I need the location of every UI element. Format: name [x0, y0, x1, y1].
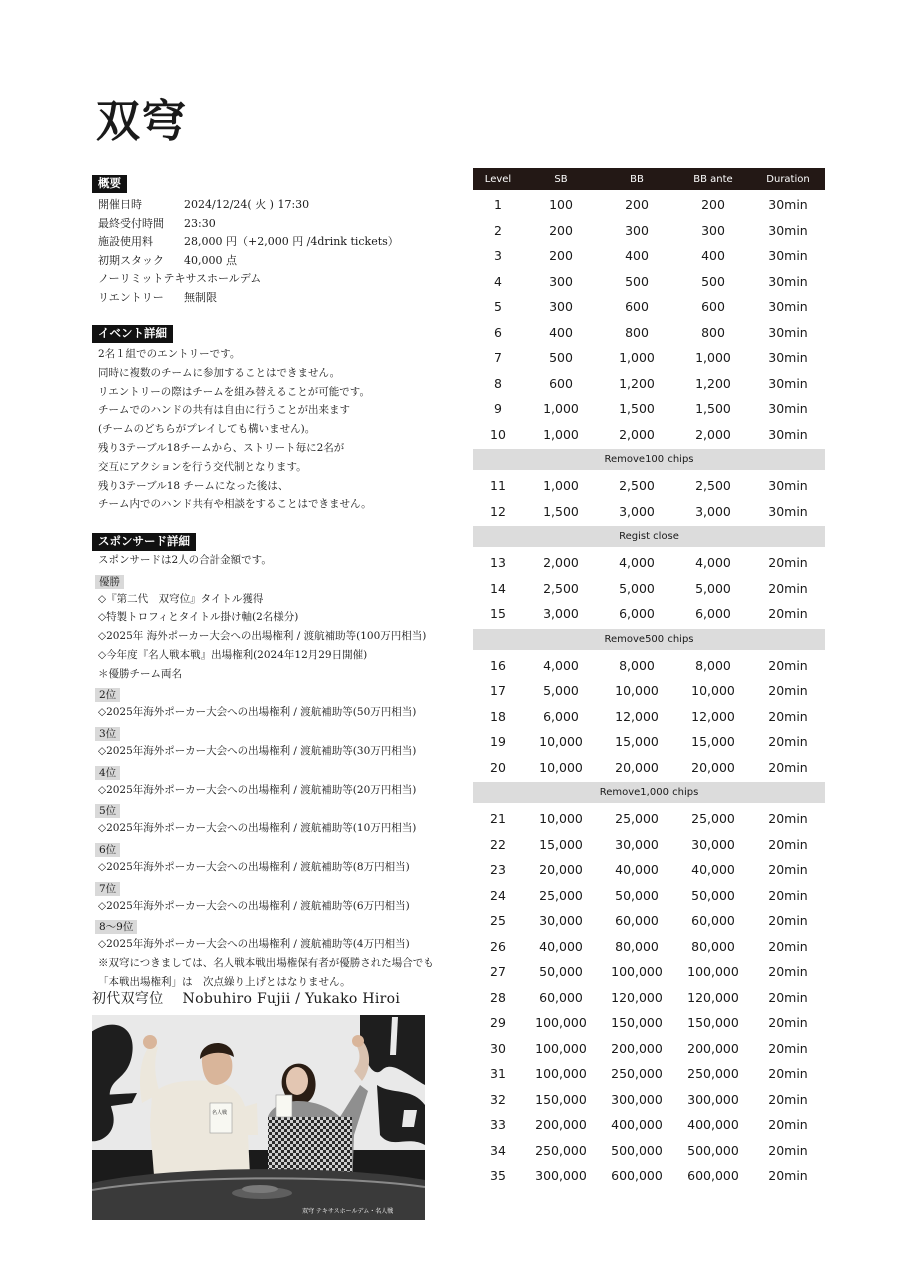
- bb-ante-cell: 15,000: [691, 734, 735, 750]
- duration-cell: 20min: [768, 913, 808, 929]
- bb-cell: 20,000: [615, 759, 659, 775]
- duration-cell: 30min: [768, 248, 808, 264]
- bb-cell: 300,000: [611, 1091, 663, 1107]
- bb-cell: 500: [625, 273, 649, 289]
- sb-cell: 100: [549, 197, 573, 213]
- event-text: [92, 343, 452, 514]
- table-row: [473, 269, 825, 295]
- place-prize: ◇2025年海外ポーカー大会への出場権利 / 渡航補助等(4万円相当): [98, 938, 410, 951]
- place-prize: ◇2025年海外ポーカー大会への出場権利 / 渡航補助等(30万円相当): [98, 744, 417, 757]
- table-row: [473, 396, 825, 422]
- table-row: [473, 704, 825, 730]
- overview-list: [92, 193, 452, 308]
- sb-cell: 1,000: [543, 478, 579, 494]
- col-header-sb: SB: [554, 173, 568, 185]
- table-row: [473, 499, 825, 525]
- place-prize: ◇2025年海外ポーカー大会への出場権利 / 渡航補助等(20万円相当): [98, 783, 417, 796]
- bb-ante-cell: 400,000: [687, 1117, 739, 1133]
- sb-cell: 1,000: [543, 426, 579, 442]
- table-row: [473, 294, 825, 320]
- place-badge: 6位: [95, 843, 120, 857]
- table-row: [473, 755, 825, 781]
- bb-cell: 400,000: [611, 1117, 663, 1133]
- sb-cell: 20,000: [539, 862, 583, 878]
- bb-ante-cell: 120,000: [687, 989, 739, 1005]
- table-header: [473, 168, 825, 190]
- place-badge: 5位: [95, 804, 120, 818]
- place-badge: 2位: [95, 688, 120, 702]
- duration-cell: 30min: [768, 299, 808, 315]
- sb-cell: 6,000: [543, 708, 579, 724]
- bb-cell: 300: [625, 222, 649, 238]
- bb-ante-cell: 5,000: [695, 580, 731, 596]
- sb-cell: 5,000: [543, 683, 579, 699]
- level-cell: 24: [490, 887, 506, 903]
- duration-cell: 20min: [768, 555, 808, 571]
- bb-cell: 10,000: [615, 683, 659, 699]
- level-cell: 5: [494, 299, 502, 315]
- duration-cell: 30min: [768, 401, 808, 417]
- bb-cell: 250,000: [611, 1066, 663, 1082]
- bb-cell: 800: [625, 324, 649, 340]
- bb-cell: 600,000: [611, 1168, 663, 1184]
- level-cell: 34: [490, 1142, 506, 1158]
- photo-corner-text: 双穹 テキサスホールデム・名人戦: [302, 1208, 394, 1215]
- duration-cell: 20min: [768, 1066, 808, 1082]
- level-cell: 14: [490, 580, 506, 596]
- level-cell: 9: [494, 401, 502, 417]
- table-row: [473, 371, 825, 397]
- duration-cell: 20min: [768, 683, 808, 699]
- sb-cell: 10,000: [539, 811, 583, 827]
- overview-value: 23:30: [184, 216, 216, 230]
- bb-ante-cell: 25,000: [691, 811, 735, 827]
- sb-cell: 100,000: [535, 1040, 587, 1056]
- duration-cell: 20min: [768, 964, 808, 980]
- level-cell: 17: [490, 683, 506, 699]
- bb-cell: 120,000: [611, 989, 663, 1005]
- level-cell: 4: [494, 273, 502, 289]
- duration-cell: 20min: [768, 1117, 808, 1133]
- sb-cell: 10,000: [539, 734, 583, 750]
- duration-cell: 30min: [768, 503, 808, 519]
- overview-row: [92, 252, 452, 271]
- duration-cell: 20min: [768, 1091, 808, 1107]
- sb-cell: 300: [549, 299, 573, 315]
- level-cell: 2: [494, 222, 502, 238]
- table-row: [473, 1163, 825, 1189]
- table-row: [473, 1087, 825, 1113]
- duration-cell: 30min: [768, 273, 808, 289]
- overview-row: [92, 289, 452, 308]
- level-cell: 11: [490, 478, 506, 494]
- level-cell: 8: [494, 375, 502, 391]
- bb-ante-cell: 250,000: [687, 1066, 739, 1082]
- bb-cell: 200,000: [611, 1040, 663, 1056]
- duration-cell: 30min: [768, 197, 808, 213]
- bb-ante-cell: 3,000: [695, 503, 731, 519]
- col-header-bb: BB: [630, 173, 644, 185]
- event-line: チームでのハンドの共有は自由に行うことが出来ます: [98, 404, 350, 417]
- sb-cell: 40,000: [539, 938, 583, 954]
- winner-prize: ◇2025年 海外ポーカー大会への出場権利 / 渡航補助等(100万円相当): [98, 630, 427, 643]
- table-row: [473, 985, 825, 1011]
- duration-cell: 30min: [768, 350, 808, 366]
- overview-label: 開催日時: [98, 198, 142, 211]
- event-section: [92, 322, 452, 514]
- bb-cell: 400: [625, 248, 649, 264]
- duration-cell: 20min: [768, 887, 808, 903]
- table-row: [473, 678, 825, 704]
- event-line: 残り3テーブル18 チームになった後は、: [98, 479, 289, 492]
- champion-caption: 初代双穹位 Nobuhiro Fujii / Yukako Hiroi: [92, 991, 401, 1007]
- duration-cell: 30min: [768, 222, 808, 238]
- event-line: 残り3テーブル18チームから、ストリート毎に2名が: [98, 441, 345, 454]
- sb-cell: 600: [549, 375, 573, 391]
- table-row: [473, 320, 825, 346]
- level-cell: 32: [490, 1091, 506, 1107]
- table-row: [473, 908, 825, 934]
- place-prize: ◇2025年海外ポーカー大会への出場権利 / 渡航補助等(10万円相当): [98, 822, 417, 835]
- duration-cell: 30min: [768, 324, 808, 340]
- overview-row: [92, 196, 452, 215]
- bb-cell: 80,000: [615, 938, 659, 954]
- event-line: (チームのどちらがプレイしても構いません)。: [98, 423, 316, 436]
- table-row: [473, 1036, 825, 1062]
- bb-cell: 15,000: [615, 734, 659, 750]
- event-line: リエントリーの際はチームを組み替えることが可能です。: [98, 385, 370, 398]
- table-row: [473, 857, 825, 883]
- sponsor-heading: スポンサード詳細: [92, 533, 196, 551]
- sponsor-section: [92, 530, 452, 992]
- sb-cell: 10,000: [539, 759, 583, 775]
- blind-structure-table: [473, 168, 825, 1189]
- bb-ante-cell: 200: [701, 197, 725, 213]
- duration-cell: 30min: [768, 375, 808, 391]
- duration-cell: 20min: [768, 989, 808, 1005]
- overview-row: [92, 270, 452, 289]
- overview-value: 2024/12/24( 火 ) 17:30: [184, 198, 310, 211]
- table-row: [473, 422, 825, 448]
- bb-cell: 1,500: [619, 401, 655, 417]
- table-row: [473, 1061, 825, 1087]
- page-title: 双穹: [96, 96, 188, 147]
- bb-cell: 60,000: [615, 913, 659, 929]
- place-badge: 3位: [95, 727, 120, 741]
- sb-cell: 25,000: [539, 887, 583, 903]
- bb-cell: 8,000: [619, 657, 655, 673]
- duration-cell: 20min: [768, 938, 808, 954]
- level-cell: 6: [494, 324, 502, 340]
- winner-prize: ＊優勝チーム両名: [98, 667, 182, 680]
- bb-cell: 40,000: [615, 862, 659, 878]
- bb-cell: 2,000: [619, 426, 655, 442]
- table-row: [473, 883, 825, 909]
- bb-ante-cell: 10,000: [691, 683, 735, 699]
- table-row: [473, 729, 825, 755]
- bb-ante-cell: 30,000: [691, 836, 735, 852]
- sb-cell: 3,000: [543, 606, 579, 622]
- bb-ante-cell: 200,000: [687, 1040, 739, 1056]
- bb-ante-cell: 2,000: [695, 426, 731, 442]
- bb-cell: 1,000: [619, 350, 655, 366]
- bb-ante-cell: 4,000: [695, 555, 731, 571]
- bb-cell: 50,000: [615, 887, 659, 903]
- table-row: [473, 550, 825, 576]
- bb-ante-cell: 50,000: [691, 887, 735, 903]
- bb-ante-cell: 20,000: [691, 759, 735, 775]
- bb-ante-cell: 500: [701, 273, 725, 289]
- level-cell: 18: [490, 708, 506, 724]
- bb-cell: 200: [625, 197, 649, 213]
- overview-value: 28,000 円（+2,000 円 /4drink tickets）: [184, 235, 399, 249]
- sponsor-note: 「本戦出場権利」は 次点繰り上げとはなりません。: [98, 975, 351, 988]
- duration-cell: 20min: [768, 1040, 808, 1056]
- table-row: [473, 192, 825, 218]
- table-row: [473, 473, 825, 499]
- place-badge: 7位: [95, 882, 120, 896]
- champion-photo-illustration: [92, 1015, 425, 1220]
- bb-cell: 3,000: [619, 503, 655, 519]
- table-row: [473, 243, 825, 269]
- sb-cell: 100,000: [535, 1066, 587, 1082]
- sb-cell: 250,000: [535, 1142, 587, 1158]
- sb-cell: 60,000: [539, 989, 583, 1005]
- level-cell: 23: [490, 862, 506, 878]
- bb-ante-cell: 40,000: [691, 862, 735, 878]
- table-row: [473, 345, 825, 371]
- level-cell: 31: [490, 1066, 506, 1082]
- bb-ante-cell: 600,000: [687, 1168, 739, 1184]
- table-row: [473, 1138, 825, 1164]
- overview-label: リエントリー: [98, 290, 164, 304]
- table-row: [473, 576, 825, 602]
- table-row: [473, 1112, 825, 1138]
- bb-cell: 5,000: [619, 580, 655, 596]
- winner-prize: ◇特製トロフィとタイトル掛け軸(2名様分): [98, 611, 299, 624]
- bb-ante-cell: 6,000: [695, 606, 731, 622]
- duration-cell: 20min: [768, 657, 808, 673]
- bb-ante-cell: 400: [701, 248, 725, 264]
- break-row: Remove100 chips: [473, 449, 825, 470]
- sb-cell: 30,000: [539, 913, 583, 929]
- duration-cell: 20min: [768, 1168, 808, 1184]
- sb-cell: 200,000: [535, 1117, 587, 1133]
- sb-cell: 2,500: [543, 580, 579, 596]
- level-cell: 3: [494, 248, 502, 264]
- col-header-level: Level: [484, 173, 512, 185]
- sb-cell: 15,000: [539, 836, 583, 852]
- level-cell: 21: [490, 811, 506, 827]
- sb-cell: 300: [549, 273, 573, 289]
- overview-label: 最終受付時間: [98, 216, 164, 230]
- duration-cell: 20min: [768, 759, 808, 775]
- bb-cell: 150,000: [611, 1015, 663, 1031]
- bb-cell: 25,000: [615, 811, 659, 827]
- overview-value: 40,000 点: [184, 253, 237, 267]
- place-badge: 8～9位: [95, 920, 137, 934]
- bb-ante-cell: 150,000: [687, 1015, 739, 1031]
- bb-ante-cell: 800: [701, 324, 725, 340]
- level-cell: 10: [490, 426, 506, 442]
- level-cell: 13: [490, 555, 506, 571]
- overview-value: 無制限: [184, 290, 217, 304]
- sb-cell: 100,000: [535, 1015, 587, 1031]
- sb-cell: 1,500: [543, 503, 579, 519]
- level-cell: 20: [490, 759, 506, 775]
- duration-cell: 20min: [768, 836, 808, 852]
- level-cell: 1: [494, 197, 502, 213]
- bb-ante-cell: 100,000: [687, 964, 739, 980]
- place-badge-winner: 優勝: [95, 575, 124, 589]
- table-body: [473, 190, 825, 1189]
- overview-label: 初期スタック: [98, 253, 164, 267]
- overview-row: [92, 233, 452, 252]
- sb-cell: 400: [549, 324, 573, 340]
- duration-cell: 20min: [768, 708, 808, 724]
- sb-cell: 300,000: [535, 1168, 587, 1184]
- sb-cell: 4,000: [543, 657, 579, 673]
- bb-cell: 30,000: [615, 836, 659, 852]
- duration-cell: 30min: [768, 426, 808, 442]
- overview-row: [92, 215, 452, 234]
- table-row: [473, 934, 825, 960]
- sb-cell: 2,000: [543, 555, 579, 571]
- place-prize: ◇2025年海外ポーカー大会への出場権利 / 渡航補助等(50万円相当): [98, 706, 417, 719]
- col-header-duration: Duration: [766, 173, 810, 185]
- duration-cell: 20min: [768, 1015, 808, 1031]
- duration-cell: 20min: [768, 580, 808, 596]
- bb-cell: 6,000: [619, 606, 655, 622]
- event-line: チーム内でのハンド共有や相談をすることはできません。: [98, 498, 372, 511]
- sb-cell: 50,000: [539, 964, 583, 980]
- table-row: [473, 653, 825, 679]
- level-cell: 30: [490, 1040, 506, 1056]
- table-row: [473, 1010, 825, 1036]
- sb-cell: 500: [549, 350, 573, 366]
- overview-label: 施設使用料: [98, 235, 153, 249]
- level-cell: 26: [490, 938, 506, 954]
- event-line: 同時に複数のチームに参加することはできません。: [98, 366, 341, 379]
- bb-cell: 600: [625, 299, 649, 315]
- bb-cell: 4,000: [619, 555, 655, 571]
- table-row: [473, 806, 825, 832]
- duration-cell: 20min: [768, 606, 808, 622]
- bb-ante-cell: 8,000: [695, 657, 731, 673]
- break-row: Remove1,000 chips: [473, 782, 825, 803]
- bb-ante-cell: 12,000: [691, 708, 735, 724]
- sb-cell: 200: [549, 248, 573, 264]
- place-prize: ◇2025年海外ポーカー大会への出場権利 / 渡航補助等(6万円相当): [98, 899, 410, 912]
- overview-section: [92, 172, 452, 308]
- event-line: 2名１組でのエントリーです。: [98, 348, 241, 360]
- bb-ante-cell: 60,000: [691, 913, 735, 929]
- level-cell: 16: [490, 657, 506, 673]
- bb-ante-cell: 1,000: [695, 350, 731, 366]
- level-cell: 22: [490, 836, 506, 852]
- bb-cell: 500,000: [611, 1142, 663, 1158]
- level-cell: 15: [490, 606, 506, 622]
- sponsor-note: ※双穹につきましては、名人戦本戦出場権保有者が優勝された場合でも: [98, 957, 434, 970]
- level-cell: 27: [490, 964, 506, 980]
- bb-ante-cell: 300,000: [687, 1091, 739, 1107]
- sponsor-intro: スポンサードは2人の合計金額です。: [98, 554, 272, 566]
- bb-ante-cell: 600: [701, 299, 725, 315]
- table-row: [473, 832, 825, 858]
- bb-cell: 100,000: [611, 964, 663, 980]
- sb-cell: 150,000: [535, 1091, 587, 1107]
- duration-cell: 30min: [768, 478, 808, 494]
- level-cell: 7: [494, 350, 502, 366]
- level-cell: 29: [490, 1015, 506, 1031]
- break-row: Remove500 chips: [473, 629, 825, 650]
- bb-ante-cell: 300: [701, 222, 725, 238]
- overview-heading: 概要: [92, 175, 127, 193]
- champion-photo: [92, 1015, 425, 1220]
- table-row: [473, 959, 825, 985]
- bb-ante-cell: 1,200: [695, 375, 731, 391]
- level-cell: 28: [490, 989, 506, 1005]
- winner-prize: ◇『第二代 双穹位』タイトル獲得: [98, 592, 264, 605]
- bb-ante-cell: 500,000: [687, 1142, 739, 1158]
- duration-cell: 20min: [768, 1142, 808, 1158]
- place-prize: ◇2025年海外ポーカー大会への出場権利 / 渡航補助等(8万円相当): [98, 861, 410, 874]
- break-row: Regist close: [473, 526, 825, 547]
- bb-ante-cell: 80,000: [691, 938, 735, 954]
- table-row: [473, 601, 825, 627]
- event-heading: イベント詳細: [92, 325, 173, 343]
- bb-ante-cell: 1,500: [695, 401, 731, 417]
- col-header-bb-ante: BB ante: [693, 173, 733, 185]
- table-row: [473, 218, 825, 244]
- level-cell: 19: [490, 734, 506, 750]
- bb-cell: 2,500: [619, 478, 655, 494]
- duration-cell: 20min: [768, 734, 808, 750]
- bb-cell: 1,200: [619, 375, 655, 391]
- bb-cell: 12,000: [615, 708, 659, 724]
- event-line: 交互にアクションを行う交代制となります。: [98, 460, 307, 473]
- card-text: 名人戦: [212, 1110, 228, 1116]
- winner-prize: ◇今年度『名人戦本戦』出場権利(2024年12月29日開催): [98, 648, 368, 661]
- sb-cell: 200: [549, 222, 573, 238]
- level-cell: 35: [490, 1168, 506, 1184]
- duration-cell: 20min: [768, 862, 808, 878]
- bb-ante-cell: 2,500: [695, 478, 731, 494]
- place-badge: 4位: [95, 766, 120, 780]
- overview-label: ノーリミットテキサスホールデム: [98, 272, 262, 286]
- sb-cell: 1,000: [543, 401, 579, 417]
- level-cell: 12: [490, 503, 506, 519]
- level-cell: 33: [490, 1117, 506, 1133]
- level-cell: 25: [490, 913, 506, 929]
- duration-cell: 20min: [768, 811, 808, 827]
